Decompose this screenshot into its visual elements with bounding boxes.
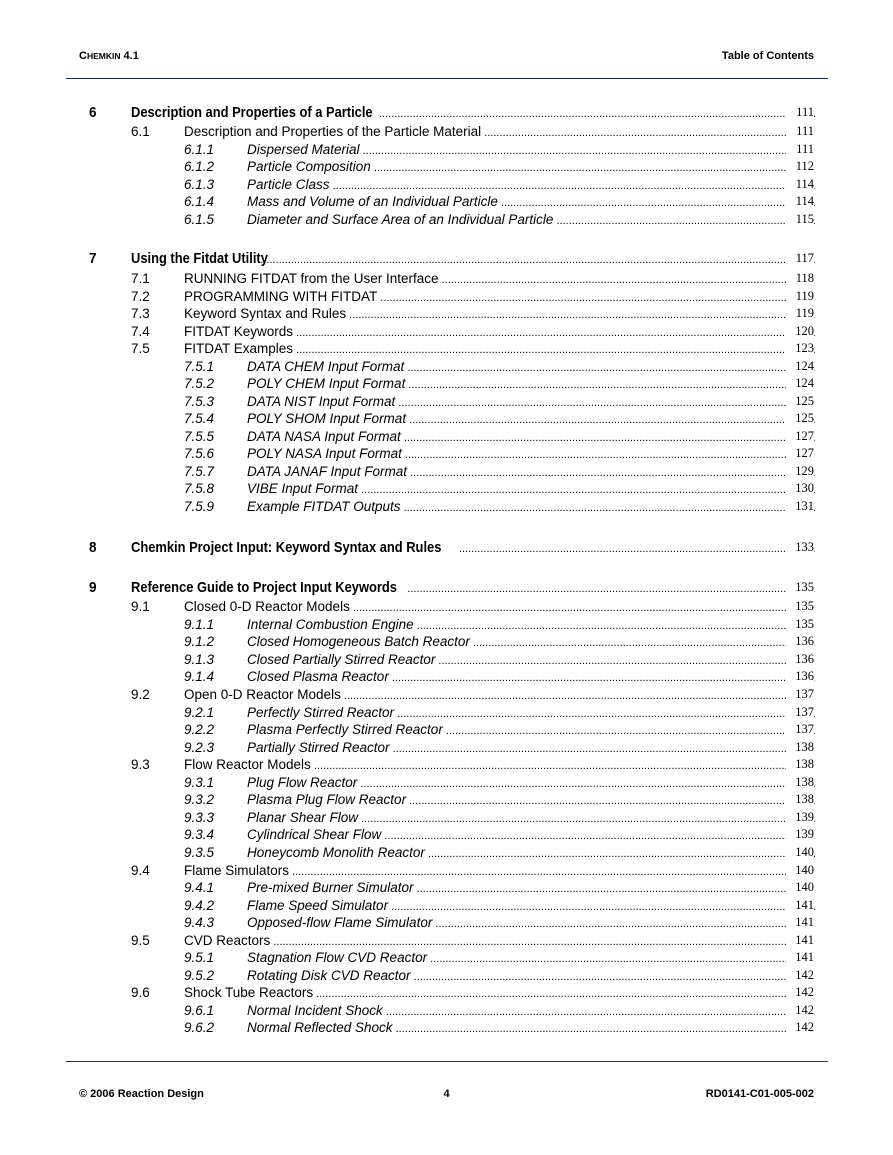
toc-entry-title-text: POLY CHEM Input Format [247,376,406,391]
toc-entry-title [247,429,815,444]
toc-entry-number: 9.2.2 [184,722,215,737]
toc-entry-title-text: Closed Plasma Reactor [247,669,389,684]
toc-entry-title-text: POLY NASA Input Format [247,446,402,461]
toc-entry-title [247,634,815,649]
toc-entry-title-text: FITDAT Examples [184,341,294,356]
toc-entry-page: 135 [786,599,814,614]
toc-entry-page: 115 [786,212,814,227]
toc-entry-title [131,250,815,267]
toc-entry-number: 9.1.2 [184,634,215,649]
toc-entry-level2[interactable] [0,289,893,306]
toc-entry-title [247,740,815,755]
toc-entry-title-text: Perfectly Stirred Reactor [247,705,395,720]
toc-entry-title-text: Stagnation Flow CVD Reactor [247,950,428,965]
toc-entry-level3[interactable] [0,159,893,176]
toc-entry-level1[interactable] [0,579,893,596]
toc-entry-title [247,1020,815,1035]
toc-entry-title [247,464,815,479]
toc-entry-level3[interactable] [0,359,893,376]
toc-entry-page: 137 [786,722,814,737]
toc-entry-page: 127 [786,429,814,444]
toc-entry-level3[interactable] [0,810,893,827]
toc-entry-title [247,810,815,825]
toc-entry-title [247,898,815,913]
toc-entry-number: 7.5.6 [184,446,215,461]
toc-entry-title-text: Chemkin Project Input: Keyword Syntax and Rules [131,539,442,556]
toc-entry-title [247,827,815,842]
toc-entry-title [247,652,815,667]
toc-entry-title [184,271,815,286]
toc-entry-page: 141 [786,915,814,930]
toc-entry-title-text: Normal Reflected Shock [247,1020,393,1035]
toc-entry-level3[interactable] [0,634,893,651]
toc-entry-number: 9.1.4 [184,669,215,684]
toc-entry-level3[interactable] [0,652,893,669]
toc-entry-page: 142 [786,1003,814,1018]
toc-entry-level3[interactable] [0,898,893,915]
toc-entry-page: 135 [786,580,814,595]
toc-entry-level3[interactable] [0,212,893,229]
toc-entry-title [247,968,815,983]
toc-entry-title-text: Internal Combustion Engine [247,617,414,632]
toc-entry-page: 138 [786,775,814,790]
toc-entry-level2[interactable] [0,863,893,880]
toc-entry-title-text: Cylindrical Shear Flow [247,827,382,842]
toc-entry-title [247,669,815,684]
toc-entry-level3[interactable] [0,915,893,932]
toc-entry-title-text: Particle Composition [247,159,371,174]
toc-entry-level3[interactable] [0,968,893,985]
toc-entry-number: 9.6 [131,985,150,1000]
toc-entry-page: 133 [786,540,814,555]
toc-entry-title-text: Diameter and Surface Area of an Individual Particle [247,212,554,227]
toc-entry-level3[interactable] [0,481,893,498]
toc-entry-page: 118 [786,271,814,286]
toc-entry-title [247,446,815,461]
toc-entry-page: 124 [786,376,814,391]
toc-entry-level3[interactable] [0,775,893,792]
toc-entry-page: 138 [786,740,814,755]
toc-entry-level3[interactable] [0,1003,893,1020]
toc-entry-level3[interactable] [0,950,893,967]
toc-entry-level2[interactable] [0,933,893,950]
toc-entry-title-text: Description and Properties of a Particle [131,104,373,121]
toc-entry-title-text: Pre-mixed Burner Simulator [247,880,414,895]
toc-entry-page: 114 [786,194,814,209]
footer-copyright: © 2006 Reaction Design [79,1088,204,1100]
toc-entry-level3[interactable] [0,394,893,411]
toc-entry-title-text: Shock Tube Reactors [184,985,314,1000]
toc-entry-page: 123 [786,341,814,356]
toc-entry-number: 9.5.2 [184,968,215,983]
toc-entry-page: 142 [786,968,814,983]
toc-entry-title [247,177,815,192]
toc-entry-level3[interactable] [0,194,893,211]
toc-entry-number: 7.5.8 [184,481,215,496]
toc-entry-title [247,376,815,391]
toc-entry-title-text: Normal Incident Shock [247,1003,383,1018]
toc-entry-title [247,499,815,514]
toc-entry-title-text: Partially Stirred Reactor [247,740,390,755]
toc-entry-number: 9.3 [131,757,150,772]
toc-entry-number: 6.1.3 [184,177,215,192]
toc-entry-title-text: PROGRAMMING WITH FITDAT [184,289,378,304]
toc-entry-level1[interactable] [0,250,893,267]
toc-entry-page: 111 [786,105,814,120]
toc-entry-level2[interactable] [0,757,893,774]
toc-entry-title [247,142,815,157]
toc-entry-page: 112 [786,159,814,174]
toc-entry-level3[interactable] [0,499,893,516]
toc-entry-number: 7.5.2 [184,376,215,391]
toc-entry-number: 7.5.1 [184,359,215,374]
toc-entry-number: 6.1.5 [184,212,215,227]
header-product-initial: C [79,50,87,62]
toc-entry-title-text: Rotating Disk CVD Reactor [247,968,411,983]
toc-entry-title-text: Mass and Volume of an Individual Particle [247,194,498,209]
toc-entry-number: 9.4.2 [184,898,215,913]
toc-entry-number: 7.3 [131,306,150,321]
toc-entry-page: 140 [786,863,814,878]
toc-entry-title-text: DATA CHEM Input Format [247,359,405,374]
toc-entry-title [247,194,815,209]
toc-entry-number: 7.5.3 [184,394,215,409]
toc-entry-title-text: Open 0-D Reactor Models [184,687,341,702]
toc-entry-page: 136 [786,669,814,684]
toc-entry-title [131,539,815,556]
toc-entry-title-text: Plasma Plug Flow Reactor [247,792,407,807]
toc-entry-title [247,792,815,807]
toc-entry-title-text: CVD Reactors [184,933,271,948]
toc-entry-page: 139 [786,810,814,825]
toc-entry-page: 125 [786,394,814,409]
toc-entry-number: 7.5 [131,341,150,356]
toc-entry-title-text: Description and Properties of the Particle Material [184,124,482,139]
toc-entry-number: 9.3.1 [184,775,215,790]
toc-entry-page: 138 [786,792,814,807]
toc-entry-page: 130 [786,481,814,496]
toc-entry-title-text: Plug Flow Reactor [247,775,358,790]
toc-entry-page: 140 [786,845,814,860]
toc-entry-title-text: Flame Simulators [184,863,290,878]
toc-entry-level2[interactable] [0,271,893,288]
toc-entry-title [184,599,815,614]
toc-entry-number: 7.1 [131,271,150,286]
toc-entry-level2[interactable] [0,306,893,323]
toc-entry-level2[interactable] [0,599,893,616]
toc-entry-page: 131 [786,499,814,514]
toc-entry-number: 9.2.3 [184,740,215,755]
toc-entry-title-text: DATA NASA Input Format [247,429,401,444]
toc-entry-page: 140 [786,880,814,895]
toc-entry-level3[interactable] [0,464,893,481]
toc-entry-level3[interactable] [0,792,893,809]
toc-entry-page: 138 [786,757,814,772]
toc-entry-page: 114 [786,177,814,192]
toc-entry-level3[interactable] [0,142,893,159]
toc-entry-title-text: Using the Fitdat Utility [131,250,268,267]
toc-entry-level3[interactable] [0,429,893,446]
toc-entry-title [247,1003,815,1018]
toc-entry-level3[interactable] [0,177,893,194]
toc-entry-title [247,159,815,174]
toc-entry-number: 9.2 [131,687,150,702]
toc-entry-title [247,915,815,930]
toc-entry-level3[interactable] [0,617,893,634]
toc-entry-title [247,617,815,632]
toc-entry-number: 7.5.9 [184,499,215,514]
toc-entry-level3[interactable] [0,740,893,757]
toc-entry-number: 9.4.1 [184,880,215,895]
toc-entry-title [184,687,815,702]
header-product-version: 4.1 [120,50,139,62]
toc-entry-level3[interactable] [0,446,893,463]
toc-entry-number: 7.5.7 [184,464,215,479]
toc-entry-title [247,481,815,496]
toc-entry-title-text: Planar Shear Flow [247,810,359,825]
toc-entry-page: 141 [786,950,814,965]
toc-entry-level3[interactable] [0,845,893,862]
toc-entry-level3[interactable] [0,705,893,722]
toc-entry-level3[interactable] [0,376,893,393]
toc-entry-number: 8 [89,539,97,556]
toc-entry-number: 7.5.5 [184,429,215,444]
toc-entry-title-text: Particle Class [247,177,330,192]
toc-entry-number: 9.5 [131,933,150,948]
toc-entry-title [184,306,815,321]
toc-entry-page: 120 [786,324,814,339]
toc-entry-title-text: DATA NIST Input Format [247,394,396,409]
toc-entry-title [184,324,815,339]
toc-entry-title [184,933,815,948]
toc-entry-title-text: Keyword Syntax and Rules [184,306,347,321]
toc-entry-title-text: Plasma Perfectly Stirred Reactor [247,722,443,737]
toc-entry-number: 9.1.1 [184,617,215,632]
toc-entry-number: 6 [89,104,97,121]
toc-entry-level3[interactable] [0,880,893,897]
toc-entry-title-text: Closed Partially Stirred Reactor [247,652,436,667]
toc-entry-page: 142 [786,1020,814,1035]
toc-entry-title [184,289,815,304]
toc-entry-page: 137 [786,687,814,702]
toc-entry-title [247,950,815,965]
toc-entry-number: 9.6.2 [184,1020,215,1035]
toc-entry-page: 111 [786,142,814,157]
toc-entry-number: 9.1.3 [184,652,215,667]
toc-entry-page: 119 [786,306,814,321]
toc-entry-level3[interactable] [0,827,893,844]
toc-entry-number: 9.3.4 [184,827,215,842]
footer-rule [66,1061,828,1062]
toc-entry-number: 9.3.2 [184,792,215,807]
toc-entry-page: 136 [786,652,814,667]
toc-entry-title [247,394,815,409]
toc-entry-page: 135 [786,617,814,632]
toc-entry-title [247,880,815,895]
toc-entry-title [247,411,815,426]
toc-entry-title [184,985,815,1000]
toc-entry-page: 117 [786,251,814,266]
toc-entry-title [131,104,815,121]
toc-entry-number: 9.6.1 [184,1003,215,1018]
toc-entry-number: 6.1.1 [184,142,215,157]
toc-entry-title [247,359,815,374]
footer-doc-id: RD0141-C01-005-002 [705,1088,814,1100]
toc-entry-title [184,863,815,878]
toc-entry-level3[interactable] [0,411,893,428]
toc-entry-page: 129 [786,464,814,479]
toc-entry-level2[interactable] [0,687,893,704]
toc-entry-page: 125 [786,411,814,426]
toc-entry-title-text: Flow Reactor Models [184,757,311,772]
toc-entry-title-text: Closed Homogeneous Batch Reactor [247,634,470,649]
toc-entry-level3[interactable] [0,722,893,739]
toc-entry-page: 139 [786,827,814,842]
toc-entry-number: 9.1 [131,599,150,614]
toc-entry-number: 7.2 [131,289,150,304]
toc-entry-title-text: VIBE Input Format [247,481,359,496]
toc-entry-title-text: Opposed-flow Flame Simulator [247,915,433,930]
toc-entry-number: 7.5.4 [184,411,215,426]
toc-entry-page: 119 [786,289,814,304]
toc-entry-title [247,845,815,860]
toc-entry-page: 124 [786,359,814,374]
toc-entry-level3[interactable] [0,1020,893,1037]
toc-entry-level2[interactable] [0,324,893,341]
toc-entry-title-text: DATA JANAF Input Format [247,464,408,479]
toc-entry-title-text: Reference Guide to Project Input Keywords [131,579,397,596]
toc-entry-title [247,212,815,227]
toc-entry-title [184,124,815,139]
toc-entry-page: 141 [786,898,814,913]
toc-entry-level2[interactable] [0,341,893,358]
toc-entry-title-text: Dispersed Material [247,142,360,157]
toc-entry-number: 9.3.5 [184,845,215,860]
toc-entry-number: 6.1 [131,124,150,139]
toc-entry-title-text: Closed 0-D Reactor Models [184,599,350,614]
toc-entry-number: 9.2.1 [184,705,215,720]
toc-entry-number: 7.4 [131,324,150,339]
toc-entry-title-text: Honeycomb Monolith Reactor [247,845,425,860]
toc-entry-title-text: Flame Speed Simulator [247,898,389,913]
toc-entry-number: 7 [89,250,97,267]
toc-entry-page: 142 [786,985,814,1000]
footer-page-number: 4 [443,1088,450,1100]
toc-entry-title-text: POLY SHOM Input Format [247,411,407,426]
header-product-smallcaps: HEMKIN [86,51,121,61]
toc-entry-title [184,341,815,356]
toc-entry-level3[interactable] [0,669,893,686]
toc-entry-title-text: FITDAT Keywords [184,324,294,339]
toc-entry-number: 9.5.1 [184,950,215,965]
toc-entry-page: 127 [786,446,814,461]
toc-entry-number: 6.1.4 [184,194,215,209]
toc-entry-title [131,579,815,596]
toc-entry-page: 136 [786,634,814,649]
toc-entry-title-text: Example FITDAT Outputs [247,499,401,514]
toc-entry-level2[interactable] [0,124,893,141]
toc-entry-level1[interactable] [0,104,893,121]
toc-entry-title-text: RUNNING FITDAT from the User Interface [184,271,439,286]
toc-entry-title [247,722,815,737]
toc-entry-page: 111 [786,124,814,139]
toc-entry-level1[interactable] [0,539,893,556]
toc-entry-number: 9.3.3 [184,810,215,825]
page-footer [79,1088,814,1102]
toc-entry-number: 9.4 [131,863,150,878]
toc-entry-number: 9.4.3 [184,915,215,930]
toc-entry-title [247,705,815,720]
toc-entry-number: 9 [89,579,97,596]
toc-entry-level2[interactable] [0,985,893,1002]
toc-entry-number: 6.1.2 [184,159,215,174]
toc-entry-page: 141 [786,933,814,948]
header-section-title: Table of Contents [721,50,814,62]
toc-entry-title [184,757,815,772]
toc-entry-title [247,775,815,790]
toc-entry-page: 137 [786,705,814,720]
